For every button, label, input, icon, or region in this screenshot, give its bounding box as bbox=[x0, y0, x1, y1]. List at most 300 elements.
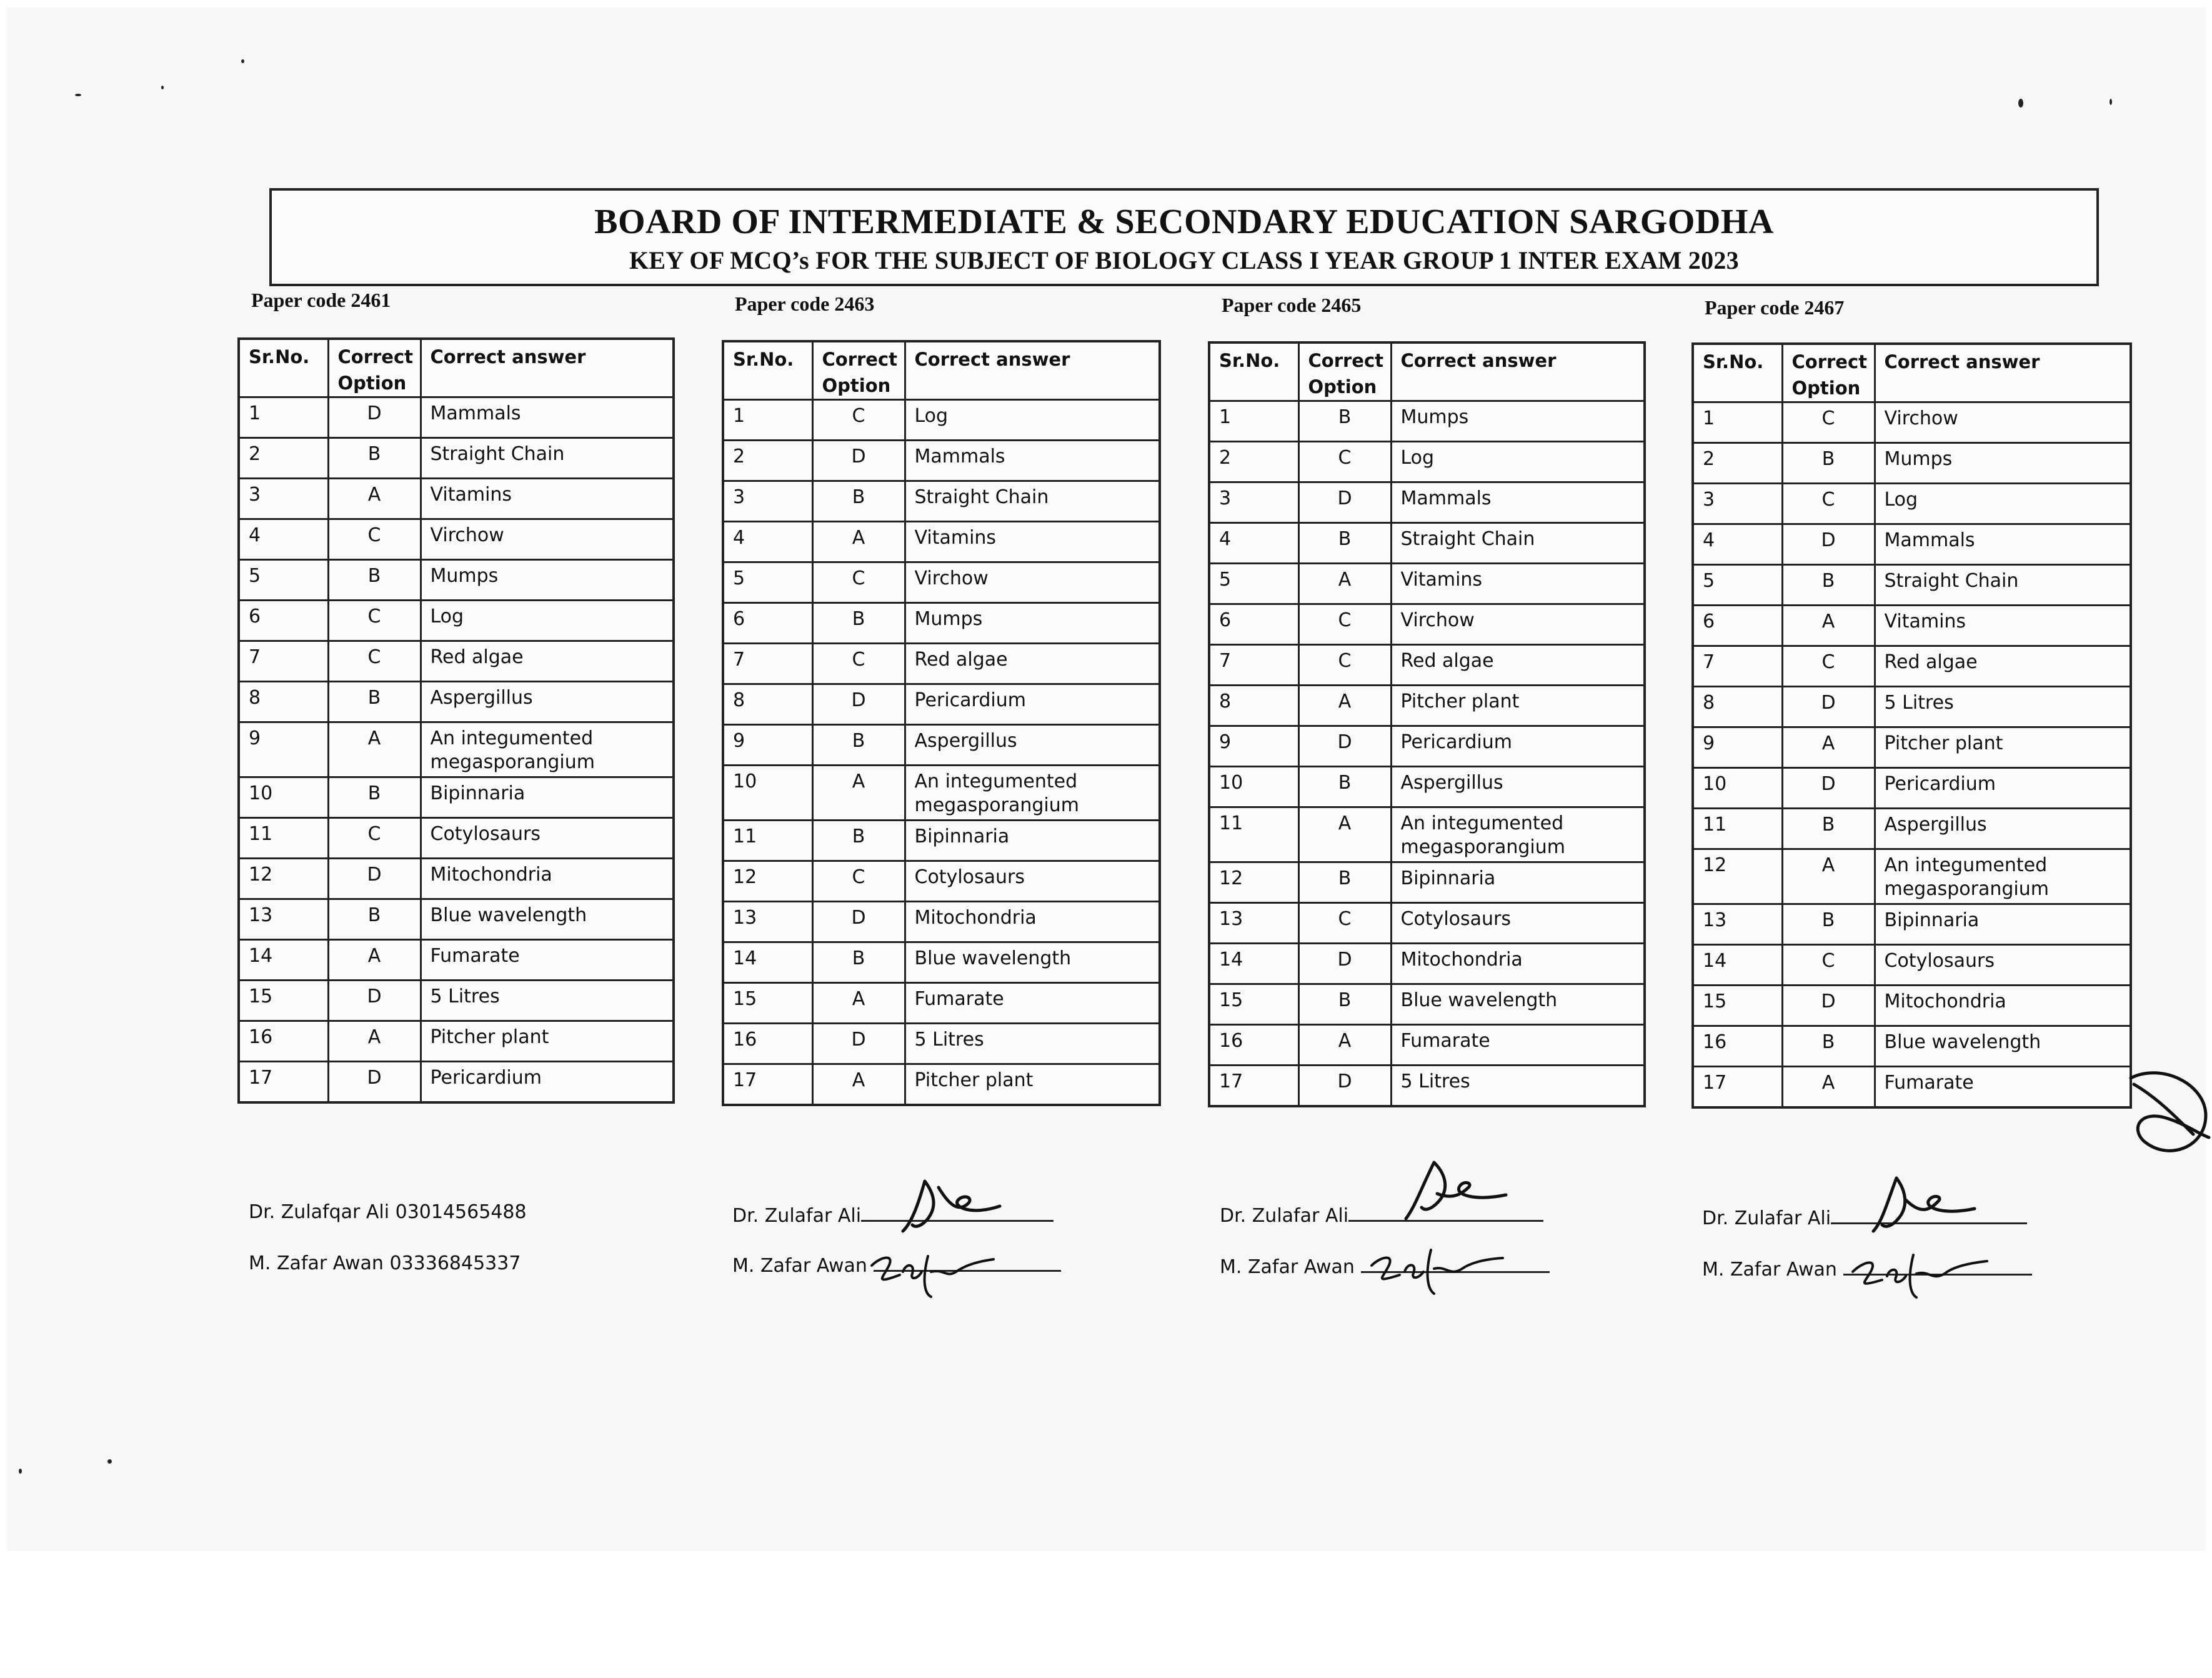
sr-no-cell: 3 bbox=[1209, 482, 1298, 523]
sr-no-cell: 2 bbox=[723, 441, 812, 481]
answer-cell: Pitcher plant bbox=[1875, 727, 2131, 768]
option-cell: A bbox=[328, 722, 421, 777]
option-cell: A bbox=[1298, 564, 1391, 604]
signatory-name: Dr. Zulafar Ali bbox=[732, 1205, 862, 1227]
table-row bbox=[1693, 768, 2131, 809]
option-cell: B bbox=[328, 777, 421, 818]
option-cell: A bbox=[328, 940, 421, 981]
answer-cell: Vitamins bbox=[421, 479, 674, 519]
sr-no-cell: 2 bbox=[239, 438, 328, 479]
table-row bbox=[723, 522, 1160, 562]
answer-cell: Blue wavelength bbox=[1391, 984, 1645, 1025]
table-row bbox=[1209, 984, 1645, 1025]
answer-cell: Straight Chain bbox=[905, 481, 1160, 522]
answer-cell: 5 Litres bbox=[421, 981, 674, 1021]
sr-no-cell: 17 bbox=[239, 1062, 328, 1102]
table-row bbox=[723, 983, 1160, 1024]
table-row bbox=[239, 722, 674, 777]
sr-no-cell: 15 bbox=[239, 981, 328, 1021]
paper-code-label: Paper code 2461 bbox=[251, 289, 391, 311]
sr-no-cell: 14 bbox=[239, 940, 328, 981]
option-cell: B bbox=[812, 481, 905, 522]
table-row bbox=[1209, 645, 1645, 686]
option-cell: B bbox=[812, 603, 905, 644]
answer-cell: Cotylosaurs bbox=[1875, 945, 2131, 986]
sr-no-cell: 7 bbox=[239, 641, 328, 682]
table-row bbox=[1693, 646, 2131, 687]
option-cell: C bbox=[1782, 402, 1875, 443]
sr-no-cell: 10 bbox=[239, 777, 328, 818]
option-cell: B bbox=[328, 899, 421, 940]
sr-no-cell: 16 bbox=[1693, 1026, 1782, 1067]
answer-cell: Pitcher plant bbox=[421, 1021, 674, 1062]
answer-cell: Virchow bbox=[905, 562, 1160, 603]
table-row bbox=[239, 682, 674, 722]
answer-cell: An integumented megasporangium bbox=[1391, 807, 1645, 862]
option-cell: D bbox=[1782, 768, 1875, 809]
table-row bbox=[1209, 903, 1645, 944]
signatory-name: M. Zafar Awan bbox=[1702, 1259, 1837, 1281]
option-cell: C bbox=[812, 562, 905, 603]
option-cell: C bbox=[328, 641, 421, 682]
option-cell: C bbox=[328, 601, 421, 641]
sr-no-cell: 14 bbox=[1209, 944, 1298, 984]
table-row bbox=[723, 562, 1160, 603]
table-row bbox=[1209, 807, 1645, 862]
option-cell: A bbox=[1782, 849, 1875, 904]
answer-cell: Red algae bbox=[1391, 645, 1645, 686]
answer-cell: Mitochondria bbox=[905, 902, 1160, 942]
option-cell: C bbox=[1298, 604, 1391, 645]
signatory-name: Dr. Zulafar Ali bbox=[1220, 1205, 1349, 1227]
sr-no-cell: 9 bbox=[239, 722, 328, 777]
table-row bbox=[239, 479, 674, 519]
answer-cell: Bipinnaria bbox=[905, 821, 1160, 861]
option-cell: D bbox=[1782, 687, 1875, 727]
sr-no-cell: 13 bbox=[1693, 904, 1782, 945]
option-cell: A bbox=[812, 522, 905, 562]
answer-cell: Aspergillus bbox=[905, 725, 1160, 766]
answer-cell: Mammals bbox=[1391, 482, 1645, 523]
table-row bbox=[1209, 686, 1645, 726]
sr-no-cell: 7 bbox=[1209, 645, 1298, 686]
option-cell: D bbox=[1298, 726, 1391, 767]
table-row bbox=[1693, 565, 2131, 606]
answer-cell: Virchow bbox=[421, 519, 674, 560]
sr-no-cell: 8 bbox=[723, 684, 812, 725]
option-cell: B bbox=[1782, 809, 1875, 849]
table-row bbox=[1209, 564, 1645, 604]
sr-no-cell: 3 bbox=[723, 481, 812, 522]
option-cell: B bbox=[328, 682, 421, 722]
option-cell: D bbox=[812, 441, 905, 481]
option-cell: B bbox=[1298, 984, 1391, 1025]
table-row bbox=[723, 766, 1160, 821]
table-row bbox=[1693, 904, 2131, 945]
sr-no-cell: 9 bbox=[1693, 727, 1782, 768]
table-row bbox=[1209, 767, 1645, 807]
sr-no-cell: 12 bbox=[1209, 862, 1298, 903]
answer-cell: Fumarate bbox=[905, 983, 1160, 1024]
answer-cell: Mumps bbox=[1875, 443, 2131, 484]
answer-cell: Log bbox=[1875, 484, 2131, 524]
sr-no-cell: 6 bbox=[1209, 604, 1298, 645]
table-row bbox=[1209, 862, 1645, 903]
option-cell: D bbox=[328, 859, 421, 899]
table-row bbox=[1693, 524, 2131, 565]
sr-no-cell: 11 bbox=[1209, 807, 1298, 862]
option-cell: B bbox=[328, 438, 421, 479]
answer-cell: An integumented megasporangium bbox=[421, 722, 674, 777]
sr-no-cell: 8 bbox=[1693, 687, 1782, 727]
table-row bbox=[1693, 809, 2131, 849]
sr-no-cell: 10 bbox=[723, 766, 812, 821]
answer-cell: Log bbox=[421, 601, 674, 641]
table-row bbox=[1693, 1026, 2131, 1067]
answer-cell: Cotylosaurs bbox=[1391, 903, 1645, 944]
sr-no-cell: 3 bbox=[1693, 484, 1782, 524]
handwritten-signature bbox=[900, 1169, 1012, 1237]
option-cell: C bbox=[1298, 903, 1391, 944]
answer-cell: Straight Chain bbox=[421, 438, 674, 479]
table-row bbox=[1693, 443, 2131, 484]
table-row bbox=[1693, 402, 2131, 443]
board-title: BOARD OF INTERMEDIATE & SECONDARY EDUCATION SARGODHA bbox=[594, 202, 1774, 241]
answer-cell: Red algae bbox=[1875, 646, 2131, 687]
table-row bbox=[1209, 482, 1645, 523]
sr-no-cell: 15 bbox=[1693, 986, 1782, 1026]
option-cell: D bbox=[1298, 944, 1391, 984]
table-row bbox=[1209, 1025, 1645, 1066]
answer-cell: Vitamins bbox=[905, 522, 1160, 562]
sr-no-cell: 6 bbox=[1693, 606, 1782, 646]
option-cell: C bbox=[812, 400, 905, 441]
answer-cell: Mumps bbox=[905, 603, 1160, 644]
answer-cell: Red algae bbox=[905, 644, 1160, 684]
paper-code-label: Paper code 2465 bbox=[1222, 294, 1362, 316]
table-row bbox=[723, 1024, 1160, 1064]
table-row bbox=[723, 441, 1160, 481]
answer-cell: Pericardium bbox=[421, 1062, 674, 1102]
table-row bbox=[723, 902, 1160, 942]
correct-answer-header: Correct answer bbox=[421, 339, 674, 397]
table-row bbox=[1693, 986, 2131, 1026]
sr-no-cell: 10 bbox=[1209, 767, 1298, 807]
table-row bbox=[239, 859, 674, 899]
answer-key-table bbox=[1208, 341, 1646, 1107]
answer-cell: Aspergillus bbox=[421, 682, 674, 722]
option-cell: A bbox=[1782, 606, 1875, 646]
option-cell: C bbox=[1782, 484, 1875, 524]
ink-flourish-mark bbox=[2118, 1059, 2212, 1166]
sr-no-cell: 1 bbox=[723, 400, 812, 441]
answer-cell: Pitcher plant bbox=[1391, 686, 1645, 726]
answer-cell: Bipinnaria bbox=[1391, 862, 1645, 903]
sr-no-cell: 13 bbox=[723, 902, 812, 942]
option-cell: B bbox=[1782, 443, 1875, 484]
answer-cell: Mammals bbox=[1875, 524, 2131, 565]
option-cell: D bbox=[328, 1062, 421, 1102]
option-cell: A bbox=[1298, 1025, 1391, 1066]
table-row bbox=[239, 940, 674, 981]
table-row bbox=[1693, 1067, 2131, 1107]
table-row bbox=[1209, 401, 1645, 442]
option-cell: D bbox=[812, 902, 905, 942]
answer-cell: An integumented megasporangium bbox=[905, 766, 1160, 821]
table-row bbox=[1209, 523, 1645, 564]
sr-no-cell: 5 bbox=[723, 562, 812, 603]
answer-key-table bbox=[722, 340, 1161, 1106]
answer-cell: Cotylosaurs bbox=[421, 818, 674, 859]
option-cell: C bbox=[1782, 646, 1875, 687]
table-row bbox=[1209, 944, 1645, 984]
answer-cell: Bipinnaria bbox=[421, 777, 674, 818]
sr-no-cell: 15 bbox=[723, 983, 812, 1024]
sr-no-cell: 1 bbox=[1693, 402, 1782, 443]
option-cell: B bbox=[1782, 1026, 1875, 1067]
answer-cell: Virchow bbox=[1391, 604, 1645, 645]
answer-cell: Cotylosaurs bbox=[905, 861, 1160, 902]
answer-key-table bbox=[237, 337, 675, 1104]
sr-no-cell: 1 bbox=[1209, 401, 1298, 442]
signatory-name: M. Zafar Awan bbox=[1220, 1256, 1355, 1278]
option-cell: B bbox=[328, 560, 421, 601]
option-cell: C bbox=[1298, 645, 1391, 686]
table-row bbox=[239, 641, 674, 682]
option-cell: B bbox=[812, 725, 905, 766]
option-cell: D bbox=[812, 1024, 905, 1064]
answer-cell: Straight Chain bbox=[1875, 565, 2131, 606]
table-row bbox=[1693, 945, 2131, 986]
table-row bbox=[1693, 606, 2131, 646]
signatory-name: Dr. Zulafar Ali bbox=[1702, 1207, 1831, 1229]
table-row bbox=[239, 818, 674, 859]
option-cell: B bbox=[1782, 565, 1875, 606]
correct-answer-header: Correct answer bbox=[1875, 344, 2131, 402]
sr-no-cell: 9 bbox=[723, 725, 812, 766]
option-cell: A bbox=[328, 479, 421, 519]
document-header bbox=[269, 188, 2099, 286]
handwritten-signature bbox=[869, 1244, 1006, 1300]
handwritten-signature bbox=[1850, 1244, 1993, 1300]
table-row bbox=[723, 603, 1160, 644]
table-row bbox=[723, 942, 1160, 983]
option-cell: D bbox=[328, 981, 421, 1021]
table-row bbox=[1693, 687, 2131, 727]
scan-speck bbox=[75, 94, 81, 96]
option-cell: A bbox=[812, 983, 905, 1024]
sr-no-header: Sr.No. bbox=[239, 339, 328, 397]
option-cell: A bbox=[812, 766, 905, 821]
table-row bbox=[239, 438, 674, 479]
answer-cell: Log bbox=[1391, 442, 1645, 482]
option-cell: C bbox=[1298, 442, 1391, 482]
answer-cell: Straight Chain bbox=[1391, 523, 1645, 564]
sr-no-cell: 11 bbox=[239, 818, 328, 859]
table-row bbox=[239, 981, 674, 1021]
answer-cell: Mitochondria bbox=[1391, 944, 1645, 984]
table-row bbox=[1693, 849, 2131, 904]
scan-speck bbox=[161, 86, 164, 89]
handwritten-signature bbox=[1400, 1156, 1512, 1225]
table-row bbox=[1693, 484, 2131, 524]
answer-cell: An integumented megasporangium bbox=[1875, 849, 2131, 904]
key-subtitle: KEY OF MCQ’s FOR THE SUBJECT OF BIOLOGY CLASS I YEAR GROUP 1 INTER EXAM 2023 bbox=[629, 246, 1739, 274]
table-header-row bbox=[723, 341, 1160, 400]
correct-option-header: Correct Option bbox=[812, 341, 905, 400]
option-cell: A bbox=[812, 1064, 905, 1105]
option-cell: D bbox=[812, 684, 905, 725]
sr-no-cell: 4 bbox=[1209, 523, 1298, 564]
sr-no-cell: 2 bbox=[1209, 442, 1298, 482]
option-cell: B bbox=[1298, 401, 1391, 442]
sr-no-cell: 10 bbox=[1693, 768, 1782, 809]
table-row bbox=[239, 1021, 674, 1062]
answer-cell: 5 Litres bbox=[1391, 1066, 1645, 1106]
answer-cell: Vitamins bbox=[1391, 564, 1645, 604]
sr-no-cell: 5 bbox=[239, 560, 328, 601]
answer-cell: Mumps bbox=[421, 560, 674, 601]
table-row bbox=[723, 1064, 1160, 1105]
option-cell: A bbox=[1782, 1067, 1875, 1107]
answer-cell: Mammals bbox=[905, 441, 1160, 481]
answer-cell: Fumarate bbox=[1875, 1067, 2131, 1107]
option-cell: C bbox=[1782, 945, 1875, 986]
option-cell: C bbox=[812, 861, 905, 902]
answer-key-table bbox=[1691, 342, 2132, 1109]
option-cell: D bbox=[1298, 482, 1391, 523]
paper-code-label: Paper code 2467 bbox=[1705, 296, 1845, 319]
sr-no-cell: 6 bbox=[239, 601, 328, 641]
table-row bbox=[239, 777, 674, 818]
correct-answer-header: Correct answer bbox=[905, 341, 1160, 400]
sr-no-cell: 13 bbox=[239, 899, 328, 940]
option-cell: D bbox=[1782, 524, 1875, 565]
answer-cell: Red algae bbox=[421, 641, 674, 682]
option-cell: D bbox=[328, 397, 421, 438]
table-row bbox=[723, 400, 1160, 441]
option-cell: D bbox=[1782, 986, 1875, 1026]
answer-cell: Aspergillus bbox=[1391, 767, 1645, 807]
answer-cell: Fumarate bbox=[1391, 1025, 1645, 1066]
answer-cell: Vitamins bbox=[1875, 606, 2131, 646]
answer-cell: Mumps bbox=[1391, 401, 1645, 442]
answer-cell: Bipinnaria bbox=[1875, 904, 2131, 945]
sr-no-cell: 17 bbox=[1693, 1067, 1782, 1107]
sr-no-cell: 17 bbox=[723, 1064, 812, 1105]
signatory-line bbox=[249, 1201, 527, 1223]
option-cell: C bbox=[328, 519, 421, 560]
signatory-name: M. Zafar Awan 03336845337 bbox=[249, 1252, 521, 1274]
answer-cell: Blue wavelength bbox=[421, 899, 674, 940]
option-cell: B bbox=[812, 942, 905, 983]
scan-speck bbox=[2110, 99, 2112, 105]
handwritten-signature bbox=[1868, 1169, 1981, 1237]
table-row bbox=[723, 481, 1160, 522]
correct-option-header: Correct Option bbox=[1298, 342, 1391, 401]
answer-cell: Blue wavelength bbox=[905, 942, 1160, 983]
answer-cell: Aspergillus bbox=[1875, 809, 2131, 849]
sr-no-cell: 6 bbox=[723, 603, 812, 644]
option-cell: A bbox=[328, 1021, 421, 1062]
option-cell: D bbox=[1298, 1066, 1391, 1106]
sr-no-cell: 9 bbox=[1209, 726, 1298, 767]
answer-cell: Mitochondria bbox=[1875, 986, 2131, 1026]
sr-no-cell: 11 bbox=[723, 821, 812, 861]
paper-code-label: Paper code 2463 bbox=[735, 292, 875, 315]
sr-no-cell: 15 bbox=[1209, 984, 1298, 1025]
option-cell: C bbox=[812, 644, 905, 684]
table-row bbox=[723, 644, 1160, 684]
sr-no-cell: 3 bbox=[239, 479, 328, 519]
handwritten-signature bbox=[1368, 1241, 1512, 1297]
sr-no-cell: 12 bbox=[1693, 849, 1782, 904]
option-cell: A bbox=[1298, 807, 1391, 862]
sr-no-cell: 8 bbox=[239, 682, 328, 722]
table-header-row bbox=[1693, 344, 2131, 402]
table-row bbox=[239, 1062, 674, 1102]
option-cell: A bbox=[1298, 686, 1391, 726]
sr-no-header: Sr.No. bbox=[1693, 344, 1782, 402]
sr-no-cell: 16 bbox=[723, 1024, 812, 1064]
table-row bbox=[239, 899, 674, 940]
sr-no-cell: 13 bbox=[1209, 903, 1298, 944]
table-row bbox=[239, 519, 674, 560]
answer-cell: 5 Litres bbox=[1875, 687, 2131, 727]
answer-cell: Mammals bbox=[421, 397, 674, 438]
sr-no-header: Sr.No. bbox=[1209, 342, 1298, 401]
table-row bbox=[239, 601, 674, 641]
answer-cell: Mitochondria bbox=[421, 859, 674, 899]
sr-no-cell: 16 bbox=[1209, 1025, 1298, 1066]
sr-no-cell: 2 bbox=[1693, 443, 1782, 484]
answer-cell: Pericardium bbox=[1875, 768, 2131, 809]
sr-no-cell: 14 bbox=[723, 942, 812, 983]
correct-option-header: Correct Option bbox=[328, 339, 421, 397]
correct-option-header: Correct Option bbox=[1782, 344, 1875, 402]
scan-speck bbox=[241, 59, 244, 63]
scan-speck bbox=[2018, 99, 2023, 107]
option-cell: A bbox=[1782, 727, 1875, 768]
option-cell: B bbox=[1298, 862, 1391, 903]
sr-no-cell: 14 bbox=[1693, 945, 1782, 986]
sr-no-cell: 12 bbox=[239, 859, 328, 899]
table-row bbox=[239, 397, 674, 438]
answer-cell: Fumarate bbox=[421, 940, 674, 981]
table-row bbox=[1209, 442, 1645, 482]
table-row bbox=[723, 684, 1160, 725]
sr-no-cell: 7 bbox=[1693, 646, 1782, 687]
table-row bbox=[723, 821, 1160, 861]
sr-no-cell: 17 bbox=[1209, 1066, 1298, 1106]
table-row bbox=[239, 560, 674, 601]
sr-no-cell: 7 bbox=[723, 644, 812, 684]
sr-no-cell: 11 bbox=[1693, 809, 1782, 849]
answer-cell: Blue wavelength bbox=[1875, 1026, 2131, 1067]
answer-cell: Pericardium bbox=[1391, 726, 1645, 767]
table-row bbox=[723, 861, 1160, 902]
signatory-name: Dr. Zulafqar Ali 03014565488 bbox=[249, 1201, 527, 1223]
sr-no-cell: 4 bbox=[1693, 524, 1782, 565]
scan-speck bbox=[19, 1469, 22, 1474]
option-cell: B bbox=[1298, 523, 1391, 564]
sr-no-cell: 8 bbox=[1209, 686, 1298, 726]
table-row bbox=[1693, 727, 2131, 768]
correct-answer-header: Correct answer bbox=[1391, 342, 1645, 401]
sr-no-cell: 4 bbox=[239, 519, 328, 560]
sr-no-cell: 5 bbox=[1209, 564, 1298, 604]
option-cell: C bbox=[328, 818, 421, 859]
